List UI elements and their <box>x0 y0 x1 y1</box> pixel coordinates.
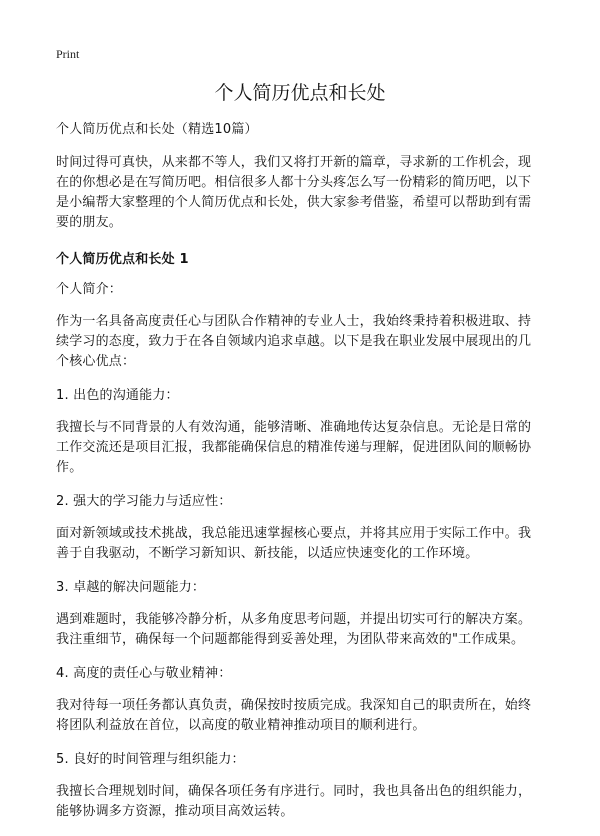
strength-item-body: 我擅长合理规划时间，确保各项任务有序进行。同时，我也具备出色的组织能力，能够协调多方资源，推动项目高效运转。 <box>56 784 532 819</box>
strength-item-title: 5. 良好的时间管理与组织能力： <box>56 752 245 767</box>
print-link[interactable]: Print <box>56 47 80 61</box>
article-subtitle: 个人简历优点和长处（精选10篇） <box>56 122 258 137</box>
intro-paragraph: 时间过得可真快，从来都不等人，我们又将打开新的篇章，寻求新的工作机会，现在的你想必是在写简历吧。相信很多人都十分头疼怎么写一份精彩的简历吧，以下是小编帮大家整理的个人简历优点和长处，供大家参考借鉴，希望可以帮助到有需要的朋友。 <box>56 155 532 230</box>
strength-item-title: 1. 出色的沟通能力： <box>56 388 179 403</box>
section-heading: 个人简历优点和长处 1 <box>56 252 189 267</box>
strength-item-body: 我对待每一项任务都认真负责，确保按时按质完成。我深知自己的职责所在，始终将团队利益放在首位，以高度的敬业精神推动项目的顺利进行。 <box>56 698 532 733</box>
profile-label: 个人简介： <box>56 282 123 297</box>
strength-item-title: 2. 强大的学习能力与适应性： <box>56 494 232 509</box>
strength-item-title: 4. 高度的责任心与敬业精神： <box>56 666 232 681</box>
strength-item-body: 遇到难题时，我能够冷静分析，从多角度思考问题，并提出切实可行的解决方案。我注重细节，确保每一个问题都能得到妥善处理，为团队带来高效的"工作成果。 <box>56 612 532 647</box>
strength-item-body: 我擅长与不同背景的人有效沟通，能够清晰、准确地传达复杂信息。无论是日常的工作交流还是项目汇报，我都能确保信息的精准传递与理解，促进团队间的顺畅协作。 <box>56 420 532 475</box>
profile-paragraph: 作为一名具备高度责任心与团队合作精神的专业人士，我始终秉持着积极进取、持续学习的态度，致力于在各自领域内追求卓越。以下是我在职业发展中展现出的几个核心优点： <box>56 314 532 369</box>
article-body <box>56 120 544 836</box>
page-title: 个人简历优点和长处 <box>214 82 386 104</box>
strength-item-body: 面对新领域或技术挑战，我总能迅速掌握核心要点，并将其应用于实际工作中。我善于自我驱动，不断学习新知识、新技能，以适应快速变化的工作环境。 <box>56 526 532 561</box>
strength-item-title: 3. 卓越的解决问题能力： <box>56 580 206 595</box>
